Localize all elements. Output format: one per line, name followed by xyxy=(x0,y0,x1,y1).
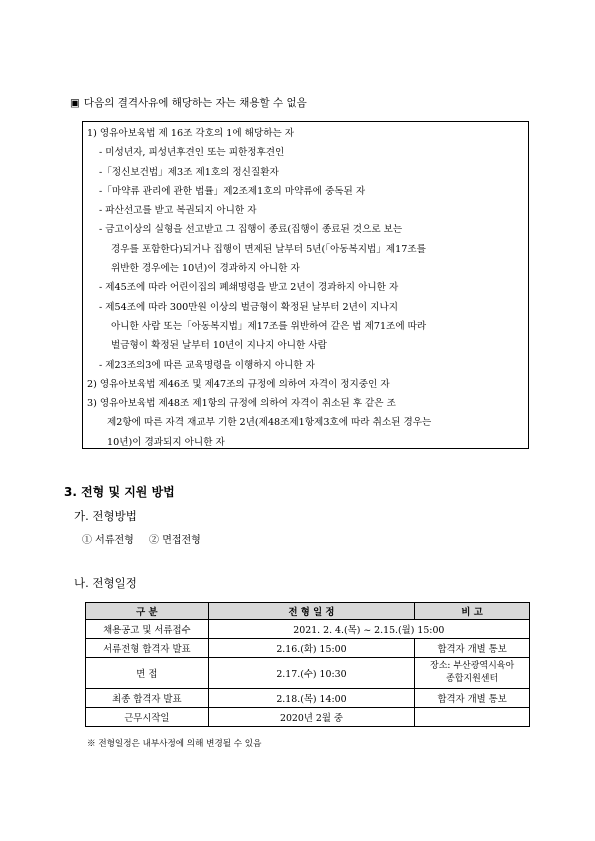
row-date: 2021. 2. 4.(목) ~ 2.15.(월) 15:00 xyxy=(208,620,529,639)
row-date: 2.16.(화) 15:00 xyxy=(208,639,415,658)
disqualification-line: -「마약류 관리에 관한 법률」제2조제1호의 마약류에 중독된 자 xyxy=(99,185,366,197)
row-note: 합격자 개별 통보 xyxy=(415,639,530,658)
disqualification-box xyxy=(82,121,529,449)
table-row xyxy=(86,620,530,639)
row-note-line-1: 장소: 부산광역시육아 xyxy=(430,661,515,671)
disqualification-line: 제2항에 따른 자격 재교부 기한 2년(제48조제1항제3호에 따라 취소된 경우는 xyxy=(107,417,432,429)
row-note xyxy=(415,708,530,727)
row-category: 면 접 xyxy=(86,658,209,689)
disqualification-line: - 금고이상의 실형을 선고받고 그 집행이 종료(집행이 종료된 것으로 보는 xyxy=(99,224,403,236)
section-ga-title: 가. 전형방법 xyxy=(74,509,137,523)
disqualification-line: - 제54조에 따라 300만원 이상의 벌금형이 확정된 날부터 2년이 지나지 xyxy=(99,301,398,313)
row-date: 2020년 2월 중 xyxy=(208,708,415,727)
disqualification-line: - 제45조에 따라 어린이집의 폐쇄명령을 받고 2년이 경과하지 아니한 자 xyxy=(99,282,399,294)
disqualification-line: 3) 영유아보육법 제48조 제1항의 규정에 의하여 자격이 취소된 후 같은 조 xyxy=(87,398,396,410)
selection-methods xyxy=(82,531,213,546)
disqualification-line: 2) 영유아보육법 제46조 및 제47조의 규정에 의하여 자격이 정지중인 자 xyxy=(87,378,390,390)
table-row xyxy=(86,689,530,708)
table-row xyxy=(86,708,530,727)
row-category: 채용공고 및 서류접수 xyxy=(86,620,209,639)
disqualification-heading xyxy=(70,95,307,110)
row-note: 합격자 개별 통보 xyxy=(415,689,530,708)
disqualification-line: - 미성년자, 피성년후견인 또는 피한정후견인 xyxy=(99,147,285,159)
disqualification-line: 아니한 사람 또는「아동복지법」제17조를 위반하여 같은 법 제71조에 따라 xyxy=(111,320,427,332)
section-na-title: 나. 전형일정 xyxy=(74,576,137,590)
disqualification-line: 벌금형이 확정된 날부터 10년이 지나지 아니한 사람 xyxy=(111,340,327,352)
row-category: 서류전형 합격자 발표 xyxy=(86,639,209,658)
method-document-screening: ① 서류전형 xyxy=(82,535,134,546)
header-schedule: 전 형 일 정 xyxy=(208,603,415,620)
square-bullet-icon: ▣ xyxy=(70,97,80,109)
disqualification-line: 1) 영유아보육법 제 16조 각호의 1에 해당하는 자 xyxy=(87,128,295,139)
disqualification-line: - 파산선고를 받고 복권되지 아니한 자 xyxy=(99,205,257,217)
row-note xyxy=(415,658,530,689)
row-date: 2.17.(수) 10:30 xyxy=(208,658,415,689)
row-date: 2.18.(목) 14:00 xyxy=(208,689,415,708)
row-note-line-2: 종합지원센터 xyxy=(446,674,499,684)
disqualification-line: -「정신보건법」제3조 제1호의 정신질환자 xyxy=(99,166,279,178)
schedule-header-row xyxy=(86,603,530,620)
disqualification-heading-text: 다음의 결격사유에 해당하는 자는 채용할 수 없음 xyxy=(83,97,307,109)
disqualification-line: 경우를 포함한다)되거나 집행이 면제된 날부터 5년(「아동복지법」제17조를 xyxy=(111,243,426,255)
disqualification-line: 10년)이 경과되지 아니한 자 xyxy=(107,436,225,448)
section-3-title: 3. 전형 및 지원 방법 xyxy=(64,485,175,499)
row-category: 근무시작일 xyxy=(86,708,209,727)
method-interview: ② 면접전형 xyxy=(149,535,201,546)
schedule-footnote: ※ 전형일정은 내부사정에 의해 변경될 수 있음 xyxy=(87,739,262,749)
table-row xyxy=(86,658,530,689)
schedule-table xyxy=(85,602,530,727)
row-category: 최종 합격자 발표 xyxy=(86,689,209,708)
header-category: 구 분 xyxy=(86,603,209,620)
disqualification-line: 위반한 경우에는 10년)이 경과하지 아니한 자 xyxy=(111,263,300,275)
table-row xyxy=(86,639,530,658)
header-note: 비 고 xyxy=(415,603,530,620)
disqualification-line: - 제23조의3에 따른 교육명령을 이행하지 아니한 자 xyxy=(99,359,315,371)
